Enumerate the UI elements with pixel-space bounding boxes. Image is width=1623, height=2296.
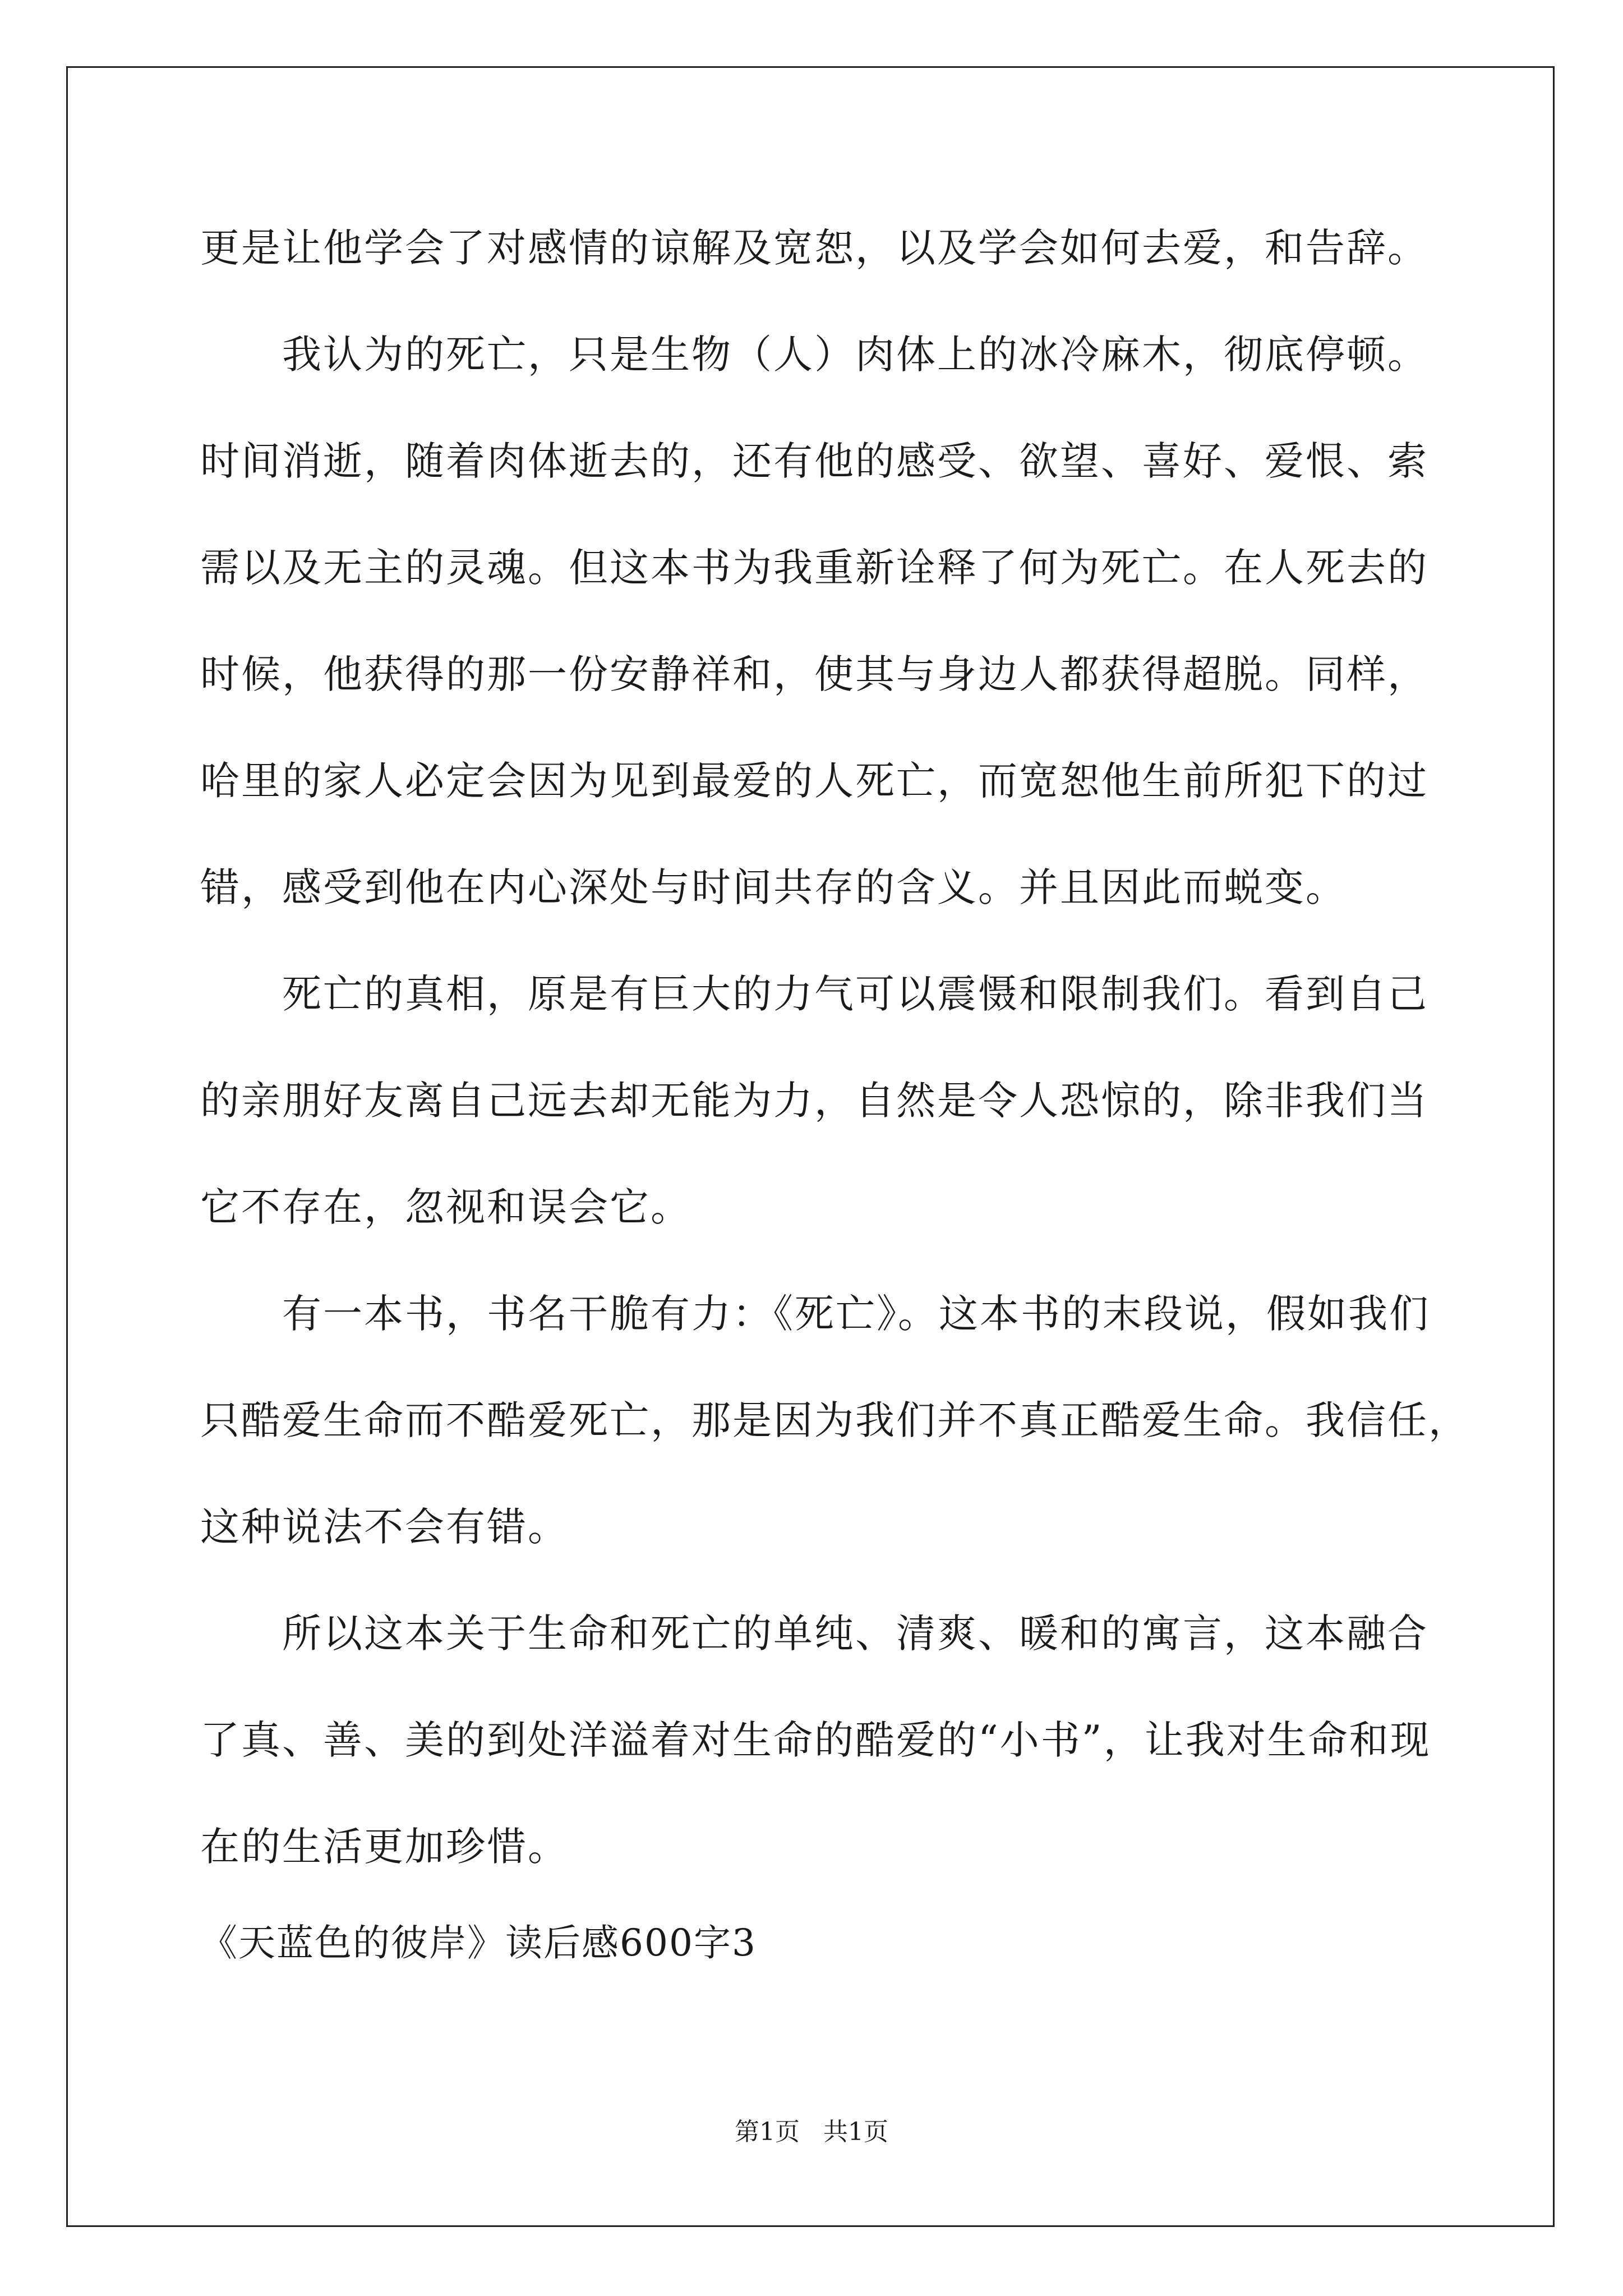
section-heading: 《天蓝色的彼岸》读后感600字3 (200, 1921, 757, 1964)
paragraph-line: 它不存在，忽视和误会它。 (200, 1184, 691, 1230)
page-border (66, 66, 1555, 2227)
paragraph-line: 时候，他获得的那一份安静祥和，使其与身边人都获得超脱。同样， (200, 651, 1428, 697)
paragraph-line: 时间消逝，随着肉体逝去的，还有他的感受、欲望、喜好、爱恨、索 (200, 438, 1428, 484)
paragraph-line: 只酷爱生命而不酷爱死亡，那是因为我们并不真正酷爱生命。我信任， (200, 1397, 1469, 1443)
page-number-footer: 第1页 共1页 (735, 2118, 888, 2146)
paragraph-line: 了真、善、美的到处洋溢着对生命的酷爱的“小书”，让我对生命和现 (200, 1717, 1431, 1763)
paragraph-line: 这种说法不会有错。 (200, 1504, 569, 1550)
paragraph-line: 在的生活更加珍惜。 (200, 1824, 569, 1870)
paragraph-line: 更是让他学会了对感情的谅解及宽恕，以及学会如何去爱，和告辞。 (200, 225, 1428, 271)
paragraph-line: 的亲朋好友离自己远去却无能为力，自然是令人恐惊的，除非我们当 (200, 1078, 1428, 1124)
paragraph-line: 需以及无主的灵魂。但这本书为我重新诠释了何为死亡。在人死去的 (200, 545, 1428, 591)
paragraph-line: 所以这本关于生命和死亡的单纯、清爽、暖和的寓言，这本融合 (282, 1611, 1428, 1657)
paragraph-line: 有一本书，书名干脆有力：《死亡》。这本书的末段说，假如我们 (282, 1291, 1430, 1337)
paragraph-line: 错，感受到他在内心深处与时间共存的含义。并且因此而蜕变。 (200, 864, 1347, 910)
paragraph-line: 死亡的真相，原是有巨大的力气可以震慑和限制我们。看到自己 (282, 971, 1428, 1017)
paragraph-line: 我认为的死亡，只是生物（人）肉体上的冰冷麻木，彻底停顿。 (282, 332, 1428, 378)
paragraph-line: 哈里的家人必定会因为见到最爱的人死亡，而宽恕他生前所犯下的过 (200, 758, 1428, 804)
